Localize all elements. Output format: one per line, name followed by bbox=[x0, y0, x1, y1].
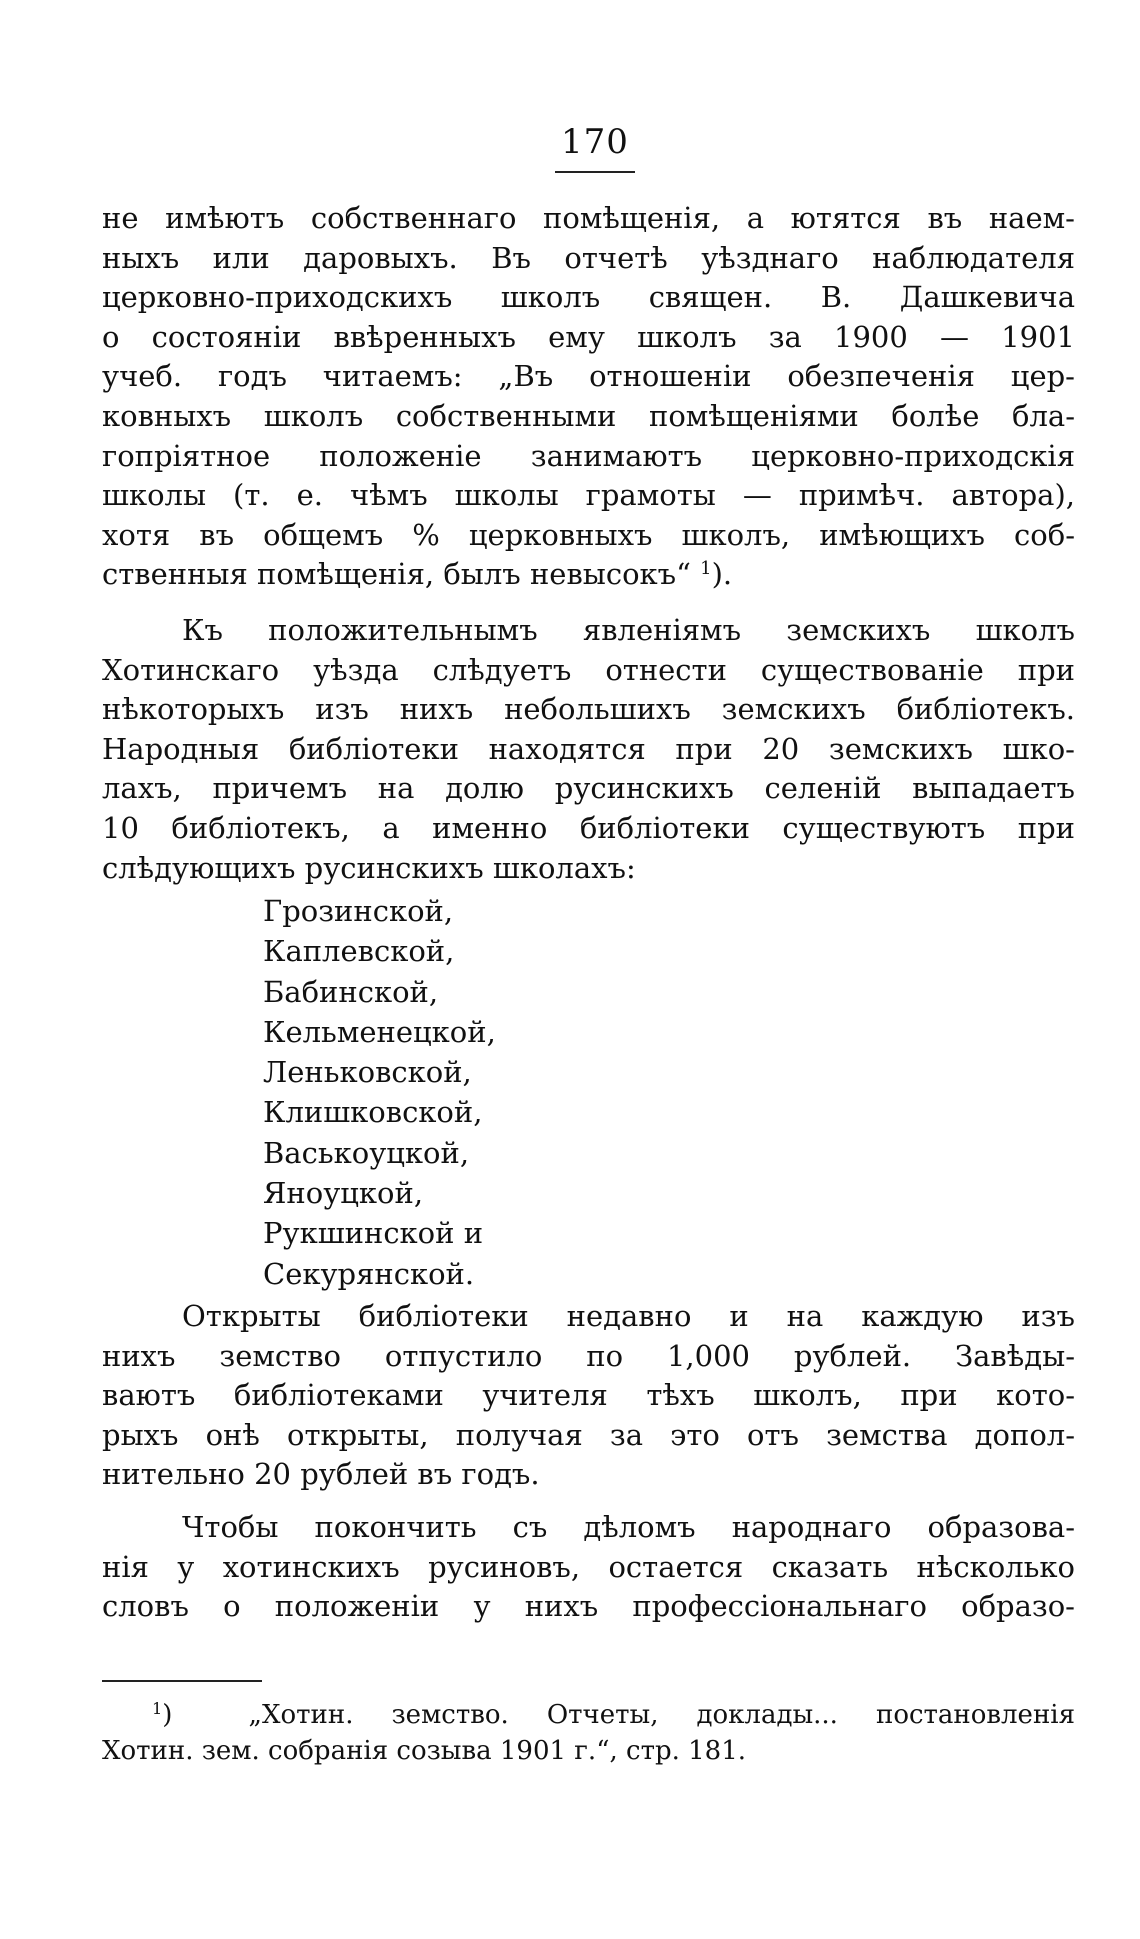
footnote-marker: 1 bbox=[152, 1699, 163, 1719]
text-line bbox=[102, 555, 1075, 595]
text-line: 10 библіотекъ, а именно библіотеки существуютъ при bbox=[102, 810, 1075, 845]
paragraph-1 bbox=[102, 199, 1075, 595]
list-item: Секурянской. bbox=[263, 1256, 475, 1291]
text-line: рыхъ онѣ открыты, получая за это отъ земства допол- bbox=[102, 1417, 1075, 1452]
text-line: не имѣютъ собственнаго помѣщенія, а ютятся въ наем- bbox=[102, 201, 1075, 235]
text-line: нительно 20 рублей въ годъ. bbox=[102, 1457, 540, 1492]
text-line: ковныхъ школъ собственными помѣщеніями болѣе бла- bbox=[102, 398, 1075, 433]
text-line: Хотинскаго уѣзда слѣдуетъ отнести существованіе при bbox=[102, 652, 1075, 687]
list-item: Клишковской, bbox=[263, 1095, 483, 1130]
footnote-line bbox=[102, 1697, 1075, 1733]
list-item: Каплевской, bbox=[263, 934, 455, 969]
text-line: ваютъ библіотеками учителя тѣхъ школъ, при кото- bbox=[102, 1378, 1075, 1413]
list-item: Бабинской, bbox=[263, 974, 439, 1009]
text-line: Чтобы покончить съ дѣломъ народнаго образова- bbox=[182, 1510, 1075, 1544]
list-item: Яноуцкой, bbox=[263, 1176, 424, 1211]
paragraph-4 bbox=[102, 1508, 1075, 1627]
text-line: Народныя библіотеки находятся при 20 земскихъ шко- bbox=[102, 731, 1075, 766]
text-line: ныхъ или даровыхъ. Въ отчетѣ уѣзднаго наблюдателя bbox=[102, 240, 1075, 275]
school-list bbox=[263, 891, 496, 1294]
footnote-text: „Хотин. земство. Отчеты, доклады... постановленія bbox=[248, 1700, 1075, 1730]
page-number-underline bbox=[555, 171, 635, 173]
list-item: Грозинской, bbox=[263, 894, 454, 928]
text-fragment: ственныя помѣщенія, былъ невысокъ“ bbox=[102, 557, 701, 592]
text-line: школы (т. е. чѣмъ школы грамоты — примѣч. автора), bbox=[102, 478, 1075, 513]
footnote bbox=[102, 1697, 1075, 1769]
text-line: о состояніи ввѣренныхъ ему школъ за 1900 — 1901 bbox=[102, 319, 1075, 354]
list-item: Рукшинской и bbox=[263, 1216, 484, 1251]
footnote-line: Хотин. зем. собранія созыва 1901 г.“, стр. 181. bbox=[102, 1736, 747, 1766]
text-line: церковно-приходскихъ школъ священ. В. Дашкевича bbox=[102, 280, 1075, 315]
text-line: слѣдующихъ русинскихъ школахъ: bbox=[102, 850, 636, 885]
list-item: Леньковской, bbox=[263, 1055, 472, 1090]
text-line: нія у хотинскихъ русиновъ, остается сказать нѣсколько bbox=[102, 1549, 1075, 1584]
text-line: нѣкоторыхъ изъ нихъ небольшихъ земскихъ библіотекъ. bbox=[102, 692, 1075, 727]
text-line: нихъ земство отпустило по 1,000 рублей. Завѣды- bbox=[102, 1338, 1075, 1373]
paragraph-2 bbox=[102, 611, 1075, 888]
text-line: лахъ, причемъ на долю русинскихъ селеній выпадаетъ bbox=[102, 771, 1075, 806]
list-item: Васькоуцкой, bbox=[263, 1135, 470, 1170]
page-number: 170 bbox=[561, 122, 629, 162]
text-line: Къ положительнымъ явленіямъ земскихъ школъ bbox=[182, 613, 1075, 647]
paragraph-3 bbox=[102, 1297, 1075, 1495]
text-fragment: ). bbox=[711, 557, 733, 592]
text-line: словъ о положеніи у нихъ профессіональнаго образо- bbox=[102, 1589, 1075, 1624]
text-line: Открыты библіотеки недавно и на каждую изъ bbox=[182, 1299, 1075, 1333]
text-line: гопріятное положеніе занимаютъ церковно-приходскія bbox=[102, 438, 1075, 473]
footnote-marker-paren: ) bbox=[162, 1700, 173, 1730]
footnote-reference[interactable]: 1 bbox=[700, 558, 712, 580]
footnote-separator bbox=[102, 1680, 262, 1682]
text-line: хотя въ общемъ % церковныхъ школъ, имѣющихъ соб- bbox=[102, 517, 1075, 552]
list-item: Кельменецкой, bbox=[263, 1014, 496, 1049]
text-line: учеб. годъ читаемъ: „Въ отношеніи обезпеченія цер- bbox=[102, 359, 1075, 394]
